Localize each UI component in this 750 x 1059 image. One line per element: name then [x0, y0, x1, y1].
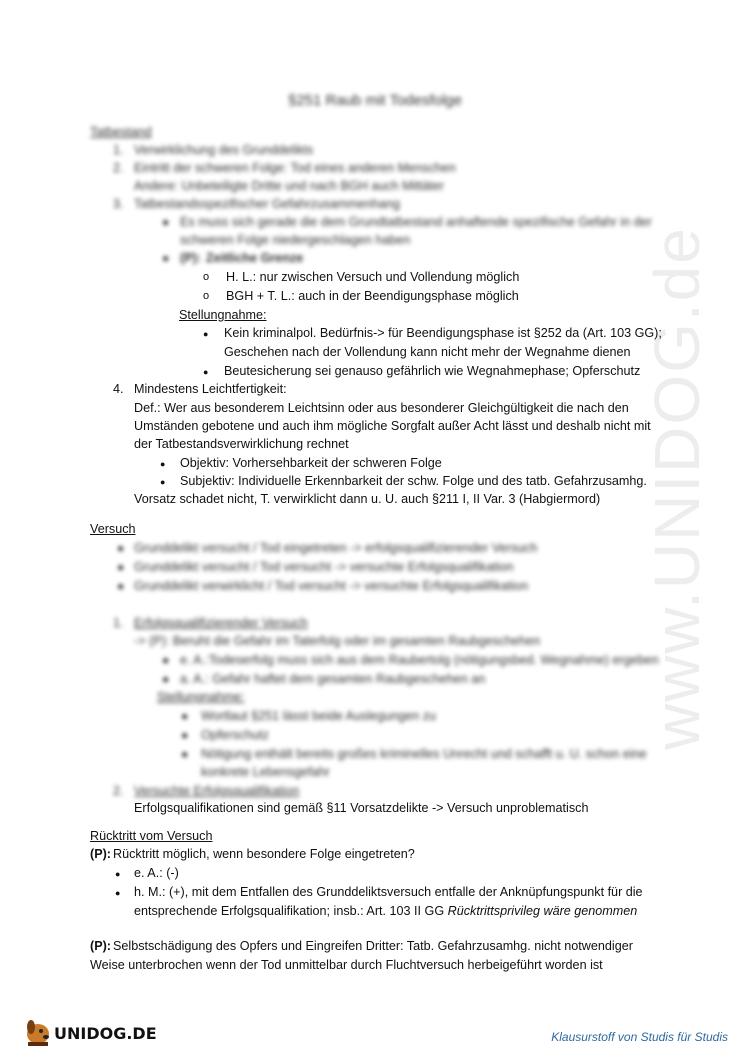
list-item: Erfolgsqualifizierender Versuch	[134, 616, 308, 630]
list-item: Verwirklichung des Grunddelikts	[134, 143, 314, 157]
section-heading-ruecktritt: Rücktritt vom Versuch	[90, 829, 213, 843]
list-number: 4.	[113, 382, 124, 396]
stellungnahme-heading: Stellungnahme:	[157, 690, 245, 704]
bullet-icon: ●	[117, 541, 125, 555]
bullet-icon: ●	[162, 672, 170, 686]
list-item: Grunddelikt versucht / Tod eingetreten -> erfolgsqualifizierender Versuch	[134, 541, 538, 555]
list-item: BGH + T. L.: auch in der Beendigungsphase möglich	[226, 289, 519, 303]
bullet-icon: ●	[162, 653, 170, 667]
list-item: Andere: Unbeteiligte Dritte und nach BGH auch Mittäter	[134, 179, 445, 193]
watermark: www.UNIDOG.de	[641, 226, 713, 750]
bullet-icon: ●	[181, 728, 189, 742]
list-item: Es muss sich gerade die dem Grundtatbestand anhaftende spezifische Gefahr in der	[180, 215, 652, 229]
list-item: Geschehen nach der Vollendung kann nicht mehr der Wegnahme dienen	[224, 345, 631, 359]
list-item-italic: Rücktrittsprivileg wäre genommen	[447, 904, 638, 918]
page-title: §251 Raub mit Todesfolge	[287, 92, 462, 109]
list-number: 1.	[113, 616, 124, 630]
list-item: Nötigung enthält bereits großes kriminelles Unrecht und schafft u. U. schon eine	[201, 747, 647, 761]
list-item: e. A.: (-)	[134, 866, 179, 880]
circle-bullet-icon: o	[203, 271, 210, 283]
definition-text: der Tatbestandsverwirklichung rechnet	[134, 437, 349, 451]
paragraph-text: Rücktritt möglich, wenn besondere Folge eingetreten?	[113, 847, 415, 861]
bullet-icon: ●	[160, 459, 166, 469]
paragraph-text: Erfolgsqualifikationen sind gemäß §11 Vorsatzdelikte -> Versuch unproblematisch	[134, 801, 589, 815]
problem-marker: (P):	[90, 847, 111, 861]
bullet-icon: ●	[162, 251, 170, 265]
list-item: Mindestens Leichtfertigkeit:	[134, 382, 287, 396]
list-item	[134, 903, 637, 919]
bullet-icon: ●	[162, 215, 170, 229]
list-item: h. M.: (+), mit dem Entfallen des Grunddeliktsversuch entfalle der Anknüpfungspunkt für die	[134, 885, 643, 899]
bullet-icon: ●	[181, 747, 189, 761]
paragraph-text: Vorsatz schadet nicht, T. verwirklicht dann u. U. auch §211 I, II Var. 3 (Habgiermord)	[134, 492, 601, 506]
list-item: -> (P): Beruht die Gefahr im Taterfolg oder im gesamten Raubgeschehen	[134, 634, 541, 648]
list-item: Zeitliche Grenze	[206, 251, 304, 265]
list-number: 3.	[113, 197, 124, 211]
list-item: e. A.:Todeserfolg muss sich aus dem Raubertolg (nötigungsbed. Wegnahme) ergeben	[180, 653, 659, 667]
list-number: 1.	[113, 143, 124, 157]
unidog-logo	[22, 1012, 162, 1052]
list-item: Grunddelikt verwirklicht / Tod versucht -> versuchte Erfolgsqualifikation	[134, 579, 529, 593]
list-item: Eintritt der schweren Folge: Tod eines anderen Menschen	[134, 161, 456, 175]
definition-text: Def.: Wer aus besonderem Leichtsinn oder aus besonderer Gleichgültigkeit die nach den	[134, 401, 629, 415]
list-item: Opferschutz	[201, 728, 269, 742]
paragraph-text: Selbstschädigung des Opfers und Eingreifen Dritter: Tatb. Gefahrzusamhg. nicht notwendiger	[113, 939, 633, 953]
bullet-icon: ●	[115, 869, 121, 879]
list-item: Subjektiv: Individuelle Erkennbarkeit der schw. Folge und des tatb. Gefahrzusamhg.	[180, 474, 647, 488]
list-item: H. L.: nur zwischen Versuch und Vollendung möglich	[226, 270, 520, 284]
footer-tagline: Klausurstoff von Studis für Studis	[551, 1030, 728, 1044]
list-item: Beutesicherung sei genauso gefährlich wie Wegnahmephase; Opferschutz	[224, 364, 641, 378]
list-item: a. A.: Gefahr haftet dem gesamten Raubgeschehen an	[180, 672, 486, 686]
problem-marker: (P):	[180, 251, 201, 265]
bullet-icon: ●	[203, 367, 209, 377]
list-item: Kein kriminalpol. Bedürfnis-> für Beendigungsphase ist §252 da (Art. 103 GG);	[224, 326, 662, 340]
list-item: schweren Folge niedergeschlagen haben	[180, 233, 411, 247]
bullet-icon: ●	[117, 560, 125, 574]
bullet-icon: ●	[160, 477, 166, 487]
list-item: Grunddelikt versucht / Tod versucht -> versuchte Erfolgsqualifikation	[134, 560, 514, 574]
list-item: Tatbestandsspezifischer Gefahrzusammenhang	[134, 197, 401, 211]
bullet-icon: ●	[115, 888, 121, 898]
list-number: 2.	[113, 784, 124, 798]
list-number: 2.	[113, 161, 124, 175]
paragraph-text: Weise unterbrochen wenn der Tod unmittelbar durch Fluchtversuch herbeigeführt worden ist	[90, 958, 603, 972]
list-item: Versuchte Erfolgsqualifikation	[134, 784, 300, 798]
circle-bullet-icon: o	[203, 290, 210, 302]
logo-text: UNIDOG.DE	[54, 1024, 157, 1043]
list-item: konkrete Lebensgefahr	[201, 765, 330, 779]
definition-text: Umständen gebotene und auch ihm mögliche Sorgfalt außer Acht lässt und deshalb nicht mit	[134, 419, 651, 433]
list-item: Wortlaut §251 lässt beide Auslegungen zu	[201, 709, 437, 723]
problem-marker: (P):	[90, 939, 111, 953]
list-item-text: entsprechende Erfolgsqualifikation; insb.: Art. 103 II GG	[134, 904, 445, 918]
stellungnahme-heading: Stellungnahme:	[179, 308, 267, 322]
bullet-icon: ●	[117, 579, 125, 593]
section-heading-versuch: Versuch	[90, 522, 136, 536]
bullet-icon: ●	[181, 709, 189, 723]
bullet-icon: ●	[203, 329, 209, 339]
list-item: Objektiv: Vorhersehbarkeit der schweren Folge	[180, 456, 442, 470]
section-heading-tatbestand: Tatbestand	[90, 125, 152, 139]
